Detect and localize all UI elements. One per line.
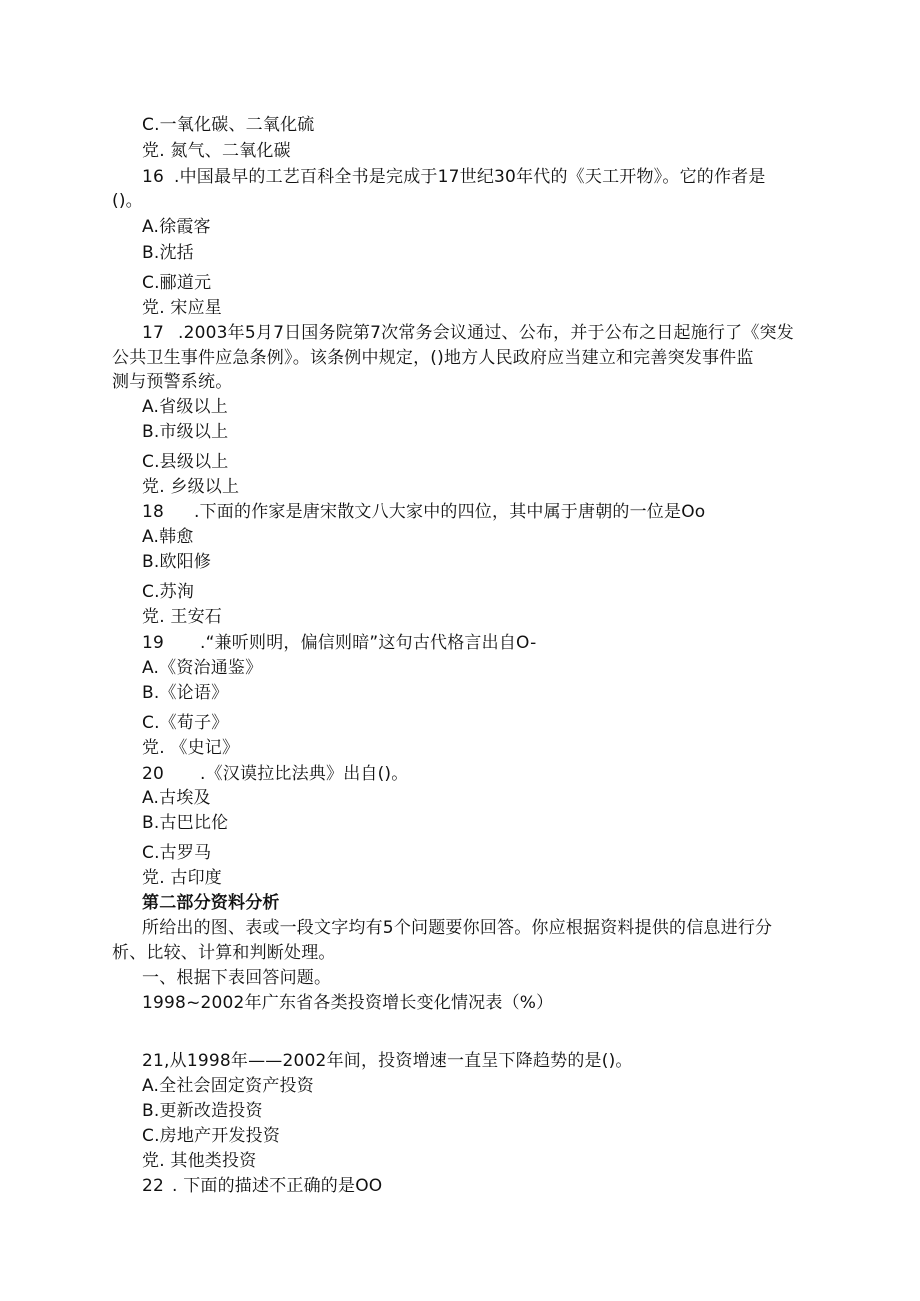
option-b: B.市级以上 xyxy=(142,422,229,442)
option-b: B.欧阳修 xyxy=(142,552,212,572)
question-text: .《汉谟拉比法典》出自()。 xyxy=(200,764,409,784)
option-c: C.房地产开发投资 xyxy=(142,1126,281,1146)
option-c: C.古罗马 xyxy=(142,843,212,863)
option-a: A.徐霞客 xyxy=(142,217,211,237)
option-d: 党. 其他类投资 xyxy=(142,1151,257,1171)
question-19 xyxy=(142,632,536,654)
question-20 xyxy=(142,763,408,785)
option-b: B.《论语》 xyxy=(142,683,229,703)
question-18 xyxy=(142,501,705,523)
subsection-heading: 一、根据下表回答问题。 xyxy=(142,968,332,988)
question-continuation: 测与预警系统。 xyxy=(112,372,233,392)
question-16 xyxy=(142,166,766,188)
question-text: .2003年5月7日国务院第7次常务会议通过、公布，并于公布之日起施行了《突发 xyxy=(178,323,794,343)
option-d: 党. 古印度 xyxy=(142,868,223,888)
option-c: C.《荀子》 xyxy=(142,713,229,733)
option-a: A.全社会固定资产投资 xyxy=(142,1076,314,1096)
paragraph: 所给出的图、表或一段文字均有5个问题要你回答。你应根据资料提供的信息进行分 xyxy=(142,918,773,938)
question-number: 22 xyxy=(142,1176,165,1196)
paragraph: 析、比较、计算和判断处理。 xyxy=(112,943,336,963)
question-text: .中国最早的工艺百科全书是完成于17世纪30年代的《天工开物》。它的作者是 xyxy=(174,167,766,187)
option-d: 党. 《史记》 xyxy=(142,738,240,758)
option-a: A.《资治通鉴》 xyxy=(142,658,263,678)
question-number: 17 xyxy=(142,323,165,343)
question-number: 18 xyxy=(142,502,165,522)
table-caption: 1998~2002年广东省各类投资增长变化情况表（%） xyxy=(142,993,554,1013)
question-17 xyxy=(142,322,794,344)
option-d: 党. 宋应星 xyxy=(142,298,223,318)
option-a: A.韩愈 xyxy=(142,527,194,547)
option-c: C.县级以上 xyxy=(142,452,229,472)
option-d: 党. 王安石 xyxy=(142,607,223,627)
question-text: . 下面的描述不正确的是OO xyxy=(172,1176,383,1196)
option-c: C.苏洵 xyxy=(142,582,195,602)
option-c: C.一氧化碳、二氧化硫 xyxy=(142,115,315,135)
question-continuation: ()。 xyxy=(112,191,143,211)
question-number: 20 xyxy=(142,764,165,784)
question-22 xyxy=(142,1175,382,1197)
question-text: .下面的作家是唐宋散文八大家中的四位，其中属于唐朝的一位是Oo xyxy=(194,502,706,522)
option-a: A.省级以上 xyxy=(142,397,228,417)
question-number: 16 xyxy=(142,167,165,187)
option-b: B.沈括 xyxy=(142,243,194,263)
question-number: 19 xyxy=(142,633,165,653)
question-continuation: 公共卫生事件应急条例》。该条例中规定，()地方人民政府应当建立和完善突发事件监 xyxy=(112,348,754,368)
option-d: 党. 氮气、二氧化碳 xyxy=(142,141,291,161)
question-text: .“兼听则明，偏信则暗”这句古代格言出自O- xyxy=(200,633,537,653)
section-heading: 第二部分资料分析 xyxy=(142,893,280,913)
option-b: B.古巴比伦 xyxy=(142,813,229,833)
option-a: A.古埃及 xyxy=(142,788,211,808)
question-21: 21,从1998年——2002年间，投资增速一直呈下降趋势的是()。 xyxy=(142,1051,633,1071)
option-c: C.郦道元 xyxy=(142,273,212,293)
option-b: B.更新改造投资 xyxy=(142,1101,263,1121)
option-d: 党. 乡级以上 xyxy=(142,477,240,497)
